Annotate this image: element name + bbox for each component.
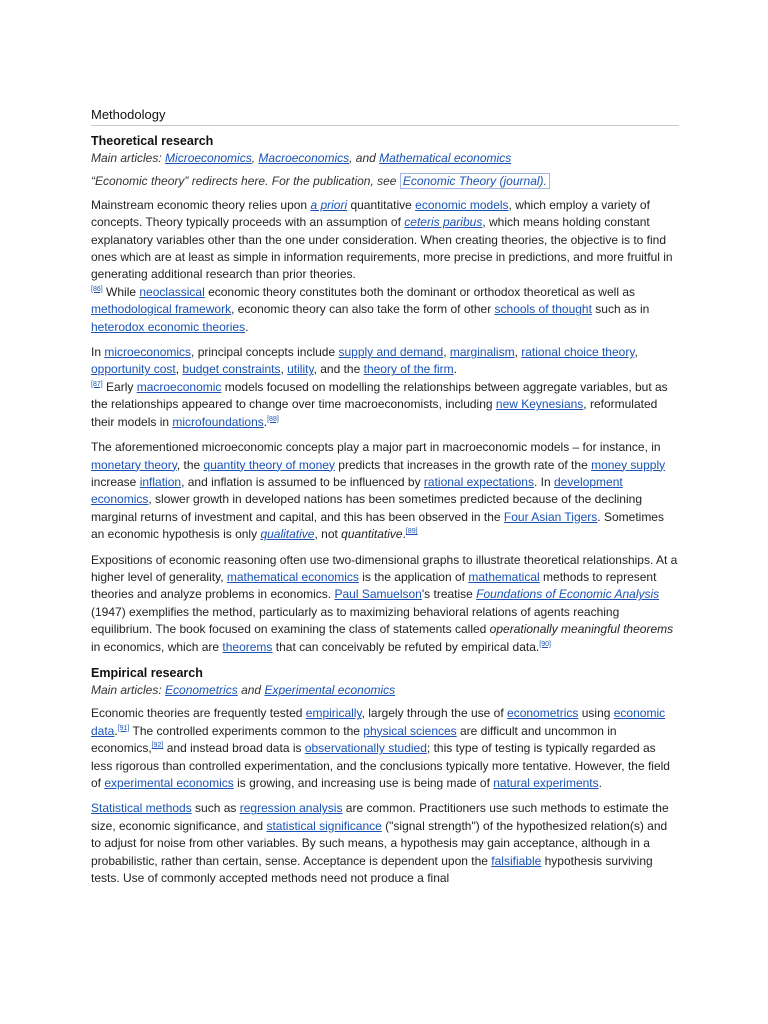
- link-economic-theory-journal[interactable]: Economic Theory (journal).: [400, 173, 550, 189]
- paragraph: [91, 552, 679, 656]
- inline-link[interactable]: [404, 215, 482, 229]
- text-run: , which employ a variety of concepts. Theory typically proceeds with an assumption of: [91, 197, 650, 230]
- text-run: Early: [102, 379, 137, 394]
- link-experimental-economics[interactable]: Experimental economics: [264, 682, 396, 697]
- redirect-note: [91, 173, 679, 190]
- inline-link[interactable]: monetary theory: [91, 457, 177, 472]
- inline-link[interactable]: [260, 527, 314, 541]
- inline-link[interactable]: neoclassical: [139, 284, 205, 299]
- text-run: (1947) exemplifies the method, particularly as to maximizing behavioral relations of agents reaching equilibrium. The book focused on examining the class of statements called: [91, 604, 620, 637]
- inline-link[interactable]: Statistical methods: [91, 801, 192, 816]
- inline-link[interactable]: empirically: [305, 706, 362, 721]
- text-run: economic theory constitutes both the dominant or orthodox theoretical as well as: [204, 284, 635, 299]
- separator: and: [237, 682, 265, 697]
- inline-link[interactable]: theory of the firm: [363, 362, 454, 377]
- citation-link[interactable]: [90]: [539, 640, 551, 648]
- citation: [152, 742, 164, 749]
- paragraph: [91, 800, 679, 887]
- text-run: are common. Practitioners use such methods to estimate the size, economic significance, and: [91, 801, 669, 833]
- text-run: increase: [91, 474, 140, 489]
- separator: , and: [349, 151, 380, 165]
- inline-link[interactable]: natural experiments: [493, 776, 599, 790]
- text-run: methods to represent theories and analyze problems in economics.: [91, 569, 657, 602]
- text-run: ,: [634, 345, 638, 360]
- inline-link[interactable]: economic models: [415, 197, 509, 212]
- inline-link[interactable]: supply and demand: [338, 345, 444, 360]
- link-microeconomics[interactable]: Microeconomics: [165, 151, 252, 165]
- article-body: [91, 106, 679, 895]
- citation-link[interactable]: [92]: [151, 742, 164, 750]
- separator: ,: [251, 151, 259, 165]
- empirical-heading: Empirical research: [91, 665, 203, 680]
- text-run: Expositions of economic reasoning often use two-dimensional graphs to illustrate theoretical relationships. At a higher level of generality,: [91, 552, 678, 584]
- inline-link[interactable]: marginalism: [449, 345, 515, 360]
- inline-link[interactable]: [310, 198, 347, 212]
- text-run: Economic theories are frequently tested: [91, 706, 306, 721]
- empirical-main-articles: [91, 682, 679, 699]
- citation: [267, 416, 279, 423]
- citation: [118, 725, 130, 732]
- text-run: .: [263, 414, 268, 429]
- inline-link[interactable]: heterodox economic theories: [91, 319, 246, 334]
- text-run: Mainstream economic theory relies upon: [91, 197, 311, 212]
- inline-link[interactable]: experimental economics: [104, 776, 234, 790]
- emphasis-text: operationally meaningful theorems: [489, 622, 674, 637]
- empirical-section: [91, 664, 679, 887]
- text-run: , which means holding constant explanatory variables other than the one under consideration. When creating theories, the objective is to find ones which are at least as simple in information requirements, more precise in predictions, and more fruitful in generating additional research than prior theories.: [91, 215, 673, 282]
- text-run: using: [578, 706, 614, 721]
- main-articles-prefix: Main articles:: [91, 682, 166, 697]
- inline-link[interactable]: Four Asian Tigers: [503, 509, 598, 524]
- text-run: 's treatise: [421, 587, 477, 602]
- text-run: , slower growth in developed nations has been sometimes predicted because of the declining marginal returns of investment and capital, and this has been observed in the: [91, 492, 642, 524]
- inline-link[interactable]: theorems: [222, 639, 273, 654]
- text-run: , not: [314, 527, 342, 542]
- text-run: While: [102, 284, 140, 299]
- theoretical-heading: Theoretical research: [91, 134, 214, 148]
- citation-link[interactable]: [91]: [117, 724, 130, 732]
- emphasis-text: quantitative: [341, 527, 403, 542]
- text-run: such as in: [591, 302, 650, 317]
- theoretical-section: [91, 132, 679, 656]
- citation: [91, 286, 103, 293]
- inline-link[interactable]: quantity theory of money: [203, 457, 335, 472]
- text-run: .: [114, 723, 118, 738]
- inline-link[interactable]: mathematical economics: [226, 569, 359, 584]
- text-run: are difficult and uncommon in economics,: [91, 723, 617, 756]
- citation-link[interactable]: [88]: [267, 415, 279, 423]
- text-run: .: [245, 319, 249, 334]
- inline-link[interactable]: economic data: [91, 706, 666, 738]
- inline-link[interactable]: econometrics: [507, 706, 579, 721]
- text-run: , principal concepts include: [191, 345, 339, 360]
- text-run: . In: [533, 474, 554, 489]
- text-run: .: [453, 362, 458, 377]
- link-econometrics[interactable]: Econometrics: [165, 682, 238, 697]
- text-run: The aforementioned microeconomic concepts play a major part in macroeconomic models – for instance, in: [91, 440, 661, 455]
- citation: [91, 381, 103, 388]
- citation-link[interactable]: [87]: [91, 380, 103, 388]
- text-run: ,: [514, 345, 522, 360]
- inline-link-text: a priori: [310, 197, 348, 212]
- text-run: that can conceivably be refuted by empirical data.: [272, 639, 540, 654]
- inline-link-text: qualitative: [260, 527, 315, 542]
- text-run: ,: [175, 362, 183, 377]
- text-run: .: [402, 527, 406, 542]
- text-run: The controlled experiments common to the: [129, 723, 364, 738]
- inline-link[interactable]: schools of thought: [494, 302, 592, 317]
- text-run: ("signal strength") of the hypothesized relation(s) and to adjust for noise from other variables. By such means, a hypothesis may gain acceptance, although in a probabilistic, rather than certain, sense. Acceptance is dependent upon the: [91, 818, 668, 868]
- inline-link[interactable]: budget constraints: [182, 362, 281, 377]
- inline-link[interactable]: [476, 587, 659, 601]
- paragraph: [91, 197, 679, 336]
- inline-link[interactable]: physical sciences: [363, 723, 457, 738]
- inline-link[interactable]: methodological framework: [91, 302, 232, 317]
- link-mathematical-economics[interactable]: Mathematical economics: [379, 151, 512, 165]
- inline-link-text: ceteris paribus: [404, 215, 483, 230]
- text-run: is growing, and increasing use is being made of: [233, 776, 494, 790]
- text-run: ,: [443, 345, 450, 360]
- text-run: . Sometimes an economic hypothesis is only: [91, 509, 664, 542]
- theoretical-main-articles: [91, 150, 679, 167]
- inline-link[interactable]: macroeconomic: [136, 379, 222, 394]
- text-run: , economic theory can also take the form of other: [231, 302, 495, 317]
- inline-link[interactable]: microfoundations: [172, 414, 264, 429]
- text-run: , and the: [313, 362, 364, 377]
- text-run: and instead broad data is: [163, 741, 305, 756]
- link-macroeconomics[interactable]: Macroeconomics: [258, 151, 350, 165]
- main-articles-prefix: Main articles:: [91, 151, 166, 165]
- citation-link[interactable]: [86]: [91, 285, 103, 293]
- text-run: , the: [176, 457, 204, 472]
- section-title: Methodology: [91, 106, 679, 126]
- paragraph: [91, 439, 679, 543]
- inline-link[interactable]: utility: [287, 362, 314, 377]
- inline-link[interactable]: Paul Samuelson: [334, 587, 422, 602]
- inline-link-text: Foundations of Economic Analysis: [476, 587, 660, 602]
- inline-link[interactable]: mathematical: [468, 569, 540, 584]
- text-run: , largely through the use of: [361, 706, 508, 721]
- text-run: , and inflation is assumed to be influenced by: [181, 474, 424, 489]
- text-run: ,: [280, 362, 288, 377]
- text-run: , reformulated their models in: [91, 397, 658, 429]
- inline-link[interactable]: new Keynesians: [495, 397, 584, 412]
- text-run: such as: [191, 801, 240, 816]
- text-run: models focused on modelling the relationships between aggregate variables, but as the relationships appeared to change over time macroeconomists, including: [91, 379, 668, 412]
- text-run: .: [598, 776, 602, 790]
- inline-link[interactable]: falsifiable: [491, 853, 542, 868]
- inline-link[interactable]: microeconomics: [104, 345, 192, 360]
- citation: [406, 528, 418, 535]
- text-run: In: [91, 345, 105, 360]
- inline-link[interactable]: rational choice theory: [521, 345, 635, 360]
- redirect-text: “Economic theory” redirects here. For the publication, see: [91, 174, 400, 189]
- inline-link[interactable]: development economics: [91, 474, 623, 507]
- text-run: predicts that increases in the growth rate of the: [334, 457, 592, 472]
- citation-link[interactable]: [89]: [405, 528, 418, 536]
- inline-link[interactable]: rational expectations: [423, 474, 534, 489]
- paragraph: [91, 344, 679, 431]
- citation: [539, 641, 551, 648]
- text-run: in economics, which are: [91, 639, 223, 654]
- text-run: ; this type of testing is typically regarded as less rigorous than controlled experimentation, and the conclusions typically more tentative. However, the field of: [91, 741, 670, 790]
- inline-link[interactable]: observationally studied: [304, 741, 427, 756]
- text-run: hypothesis surviving tests. Use of commonly accepted methods need not produce a final: [91, 853, 653, 886]
- inline-link[interactable]: statistical significance: [266, 818, 382, 833]
- inline-link[interactable]: inflation: [139, 474, 182, 489]
- paragraph: [91, 705, 679, 792]
- inline-link[interactable]: regression analysis: [239, 801, 343, 816]
- inline-link[interactable]: opportunity cost: [91, 362, 176, 377]
- text-run: is the application of: [358, 569, 469, 584]
- inline-link[interactable]: money supply: [591, 457, 666, 472]
- text-run: quantitative: [347, 197, 416, 212]
